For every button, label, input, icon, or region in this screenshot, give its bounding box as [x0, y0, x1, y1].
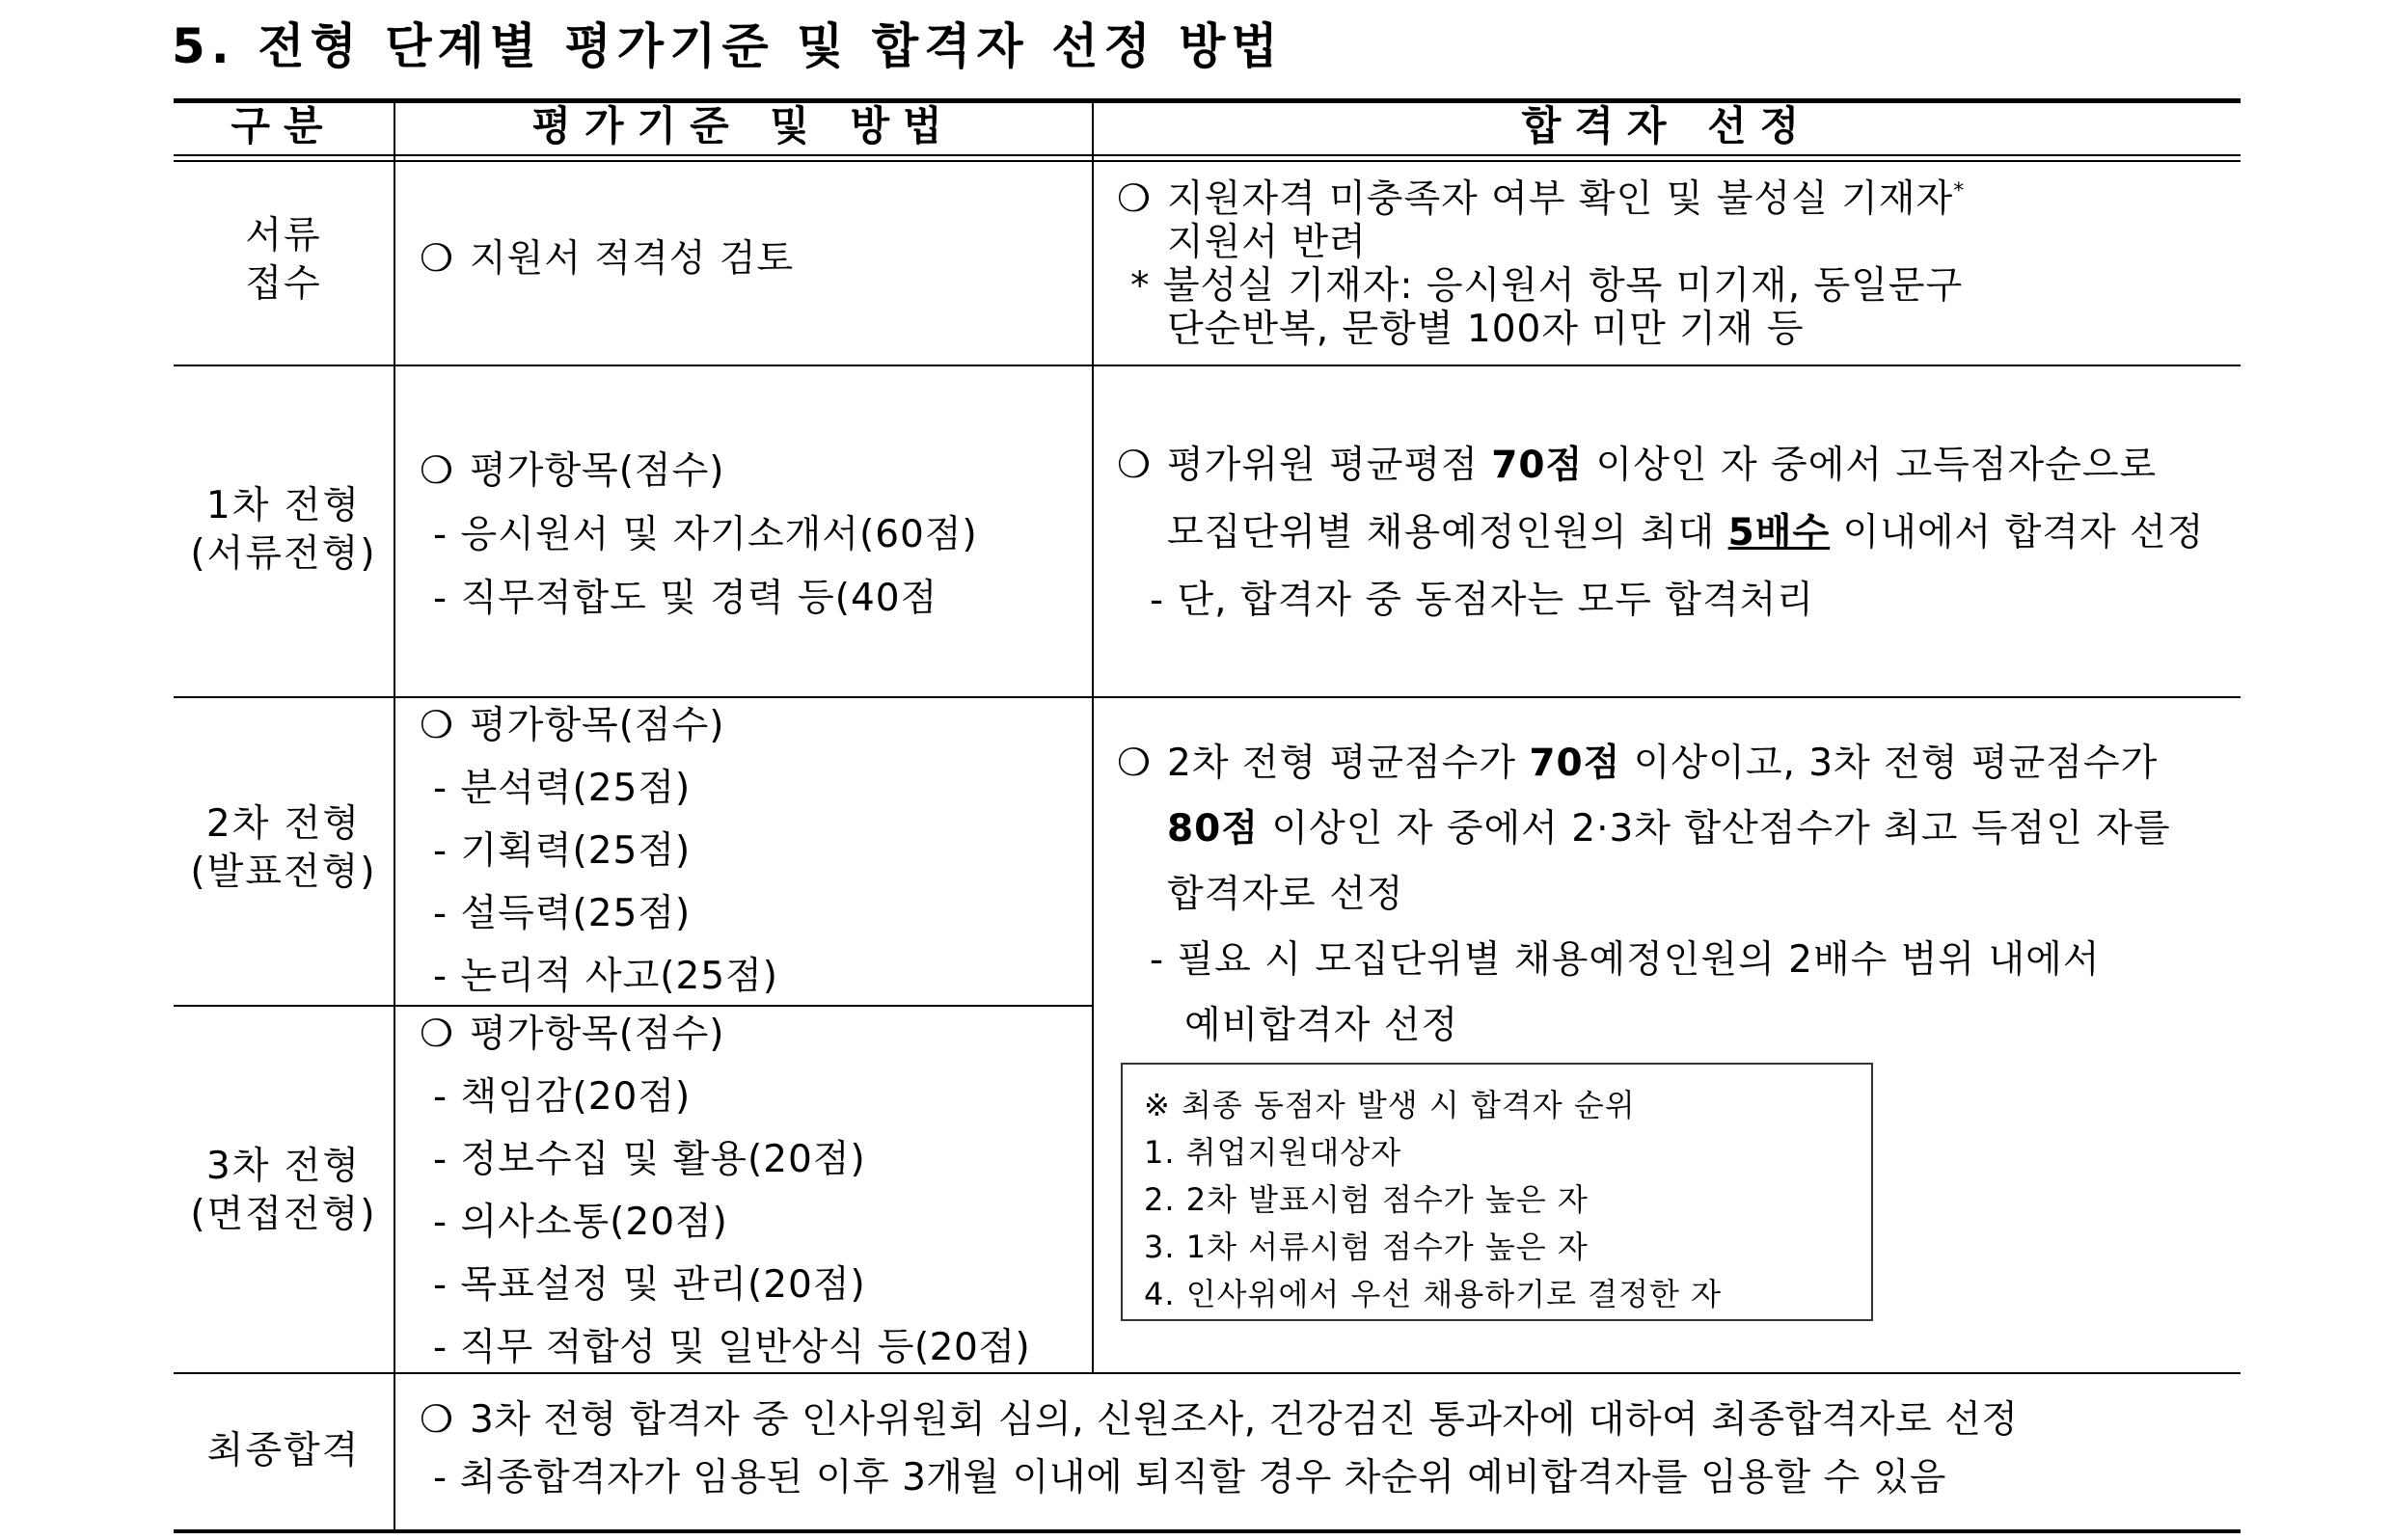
- row-label-final: 최종합격: [206, 1429, 361, 1472]
- bullet-icon: ❍: [420, 449, 454, 493]
- doc-criteria: ❍ 지원서 적격성 검토: [420, 231, 794, 287]
- bullet-icon: ❍: [420, 1013, 454, 1056]
- r3-criteria: ❍ 평가항목(점수) - 책임감(20점) - 정보수집 및 활용(20점) - 의사소통(20점) - 목표설정 및 관리(20점) - 직무 적합성 및 일반상식 등(20점): [420, 1003, 1030, 1379]
- r2-selection: ❍ 2차 전형 평균점수가 70점 이상이고, 3차 전형 평균점수가 80점 이상인 자 중에서 2·3차 합산점수가 최고 득점인 자를 합격자로 선정 - 필요 시 모집단위별 채용예정인원의 2배수 범위 내에서 예비합격자 선정: [1117, 731, 2171, 1059]
- note-item: 2. 2차 발표시험 점수가 높은 자: [1144, 1181, 1589, 1218]
- column-divider: [1092, 100, 1094, 1373]
- r1-criteria: ❍ 평가항목(점수) - 응시원서 및 자기소개서(60점) - 직무적합도 및 경력 등(40점: [420, 440, 978, 631]
- header-bottom-border-2: [174, 160, 2241, 162]
- note-item: 4. 인사위에서 우선 채용하기로 결정한 자: [1144, 1276, 1722, 1312]
- bullet-icon: ❍: [420, 704, 454, 747]
- bullet-icon: ❍: [420, 237, 454, 281]
- r1-selection: ❍ 평가위원 평균평점 70점 이상인 자 중에서 고득점자순으로 모집단위별 채용예정인원의 최대 5배수 이내에서 합격자 선정 - 단, 합격자 중 동점자는 모두 합격처리: [1117, 432, 2204, 635]
- final-selection: ❍ 3차 전형 합격자 중 인사위원회 심의, 신원조사, 건강검진 통과자에 대하여 최종합격자로 선정 - 최종합격자가 임용된 이후 3개월 이내에 퇴직할 경우 차순위 예비합격자를 임용할 수 있음: [420, 1391, 2018, 1507]
- row-label-r3: 3차 전형 (면접전형): [190, 1145, 377, 1236]
- row-divider: [174, 365, 2241, 366]
- page-title: 5. 전형 단계별 평가기준 및 합격자 선정 방법: [172, 18, 1284, 74]
- column-divider: [394, 100, 395, 1531]
- row-label-r2: 2차 전형 (발표전형): [190, 802, 377, 894]
- r2-criteria: ❍ 평가항목(점수) - 분석력(25점) - 기획력(25점) - 설득력(25점) - 논리적 사고(25점): [420, 694, 778, 1008]
- table-bottom-border: [174, 1529, 2241, 1533]
- doc-selection: ❍ 지원자격 미충족자 여부 확인 및 불성실 기재자* 지원서 반려 * 불성실 기재자: 응시원서 항목 미기재, 동일문구 단순반복, 문항별 100자 미만 기재 등: [1117, 177, 1966, 351]
- header-criteria: 평가기준 및 방법: [531, 102, 956, 149]
- note-item: 1. 취업지원대상자: [1144, 1134, 1402, 1171]
- bullet-icon: ❍: [1117, 444, 1152, 487]
- row-label-r1: 1차 전형 (서류전형): [190, 484, 377, 576]
- tie-break-note-box: [1121, 1063, 1873, 1321]
- note-title: ※ 최종 동점자 발생 시 합격자 순위: [1144, 1087, 1636, 1123]
- bullet-icon: ❍: [1117, 742, 1152, 785]
- header-selection: 합격자 선정: [1521, 102, 1813, 149]
- bullet-icon: ❍: [420, 1398, 454, 1442]
- header-bottom-border: [174, 154, 2241, 156]
- note-item: 3. 1차 서류시험 점수가 높은 자: [1144, 1229, 1589, 1265]
- row-label-doc: 서류 접수: [245, 214, 322, 306]
- bullet-icon: ❍: [1117, 177, 1152, 221]
- header-category: 구분: [231, 102, 337, 149]
